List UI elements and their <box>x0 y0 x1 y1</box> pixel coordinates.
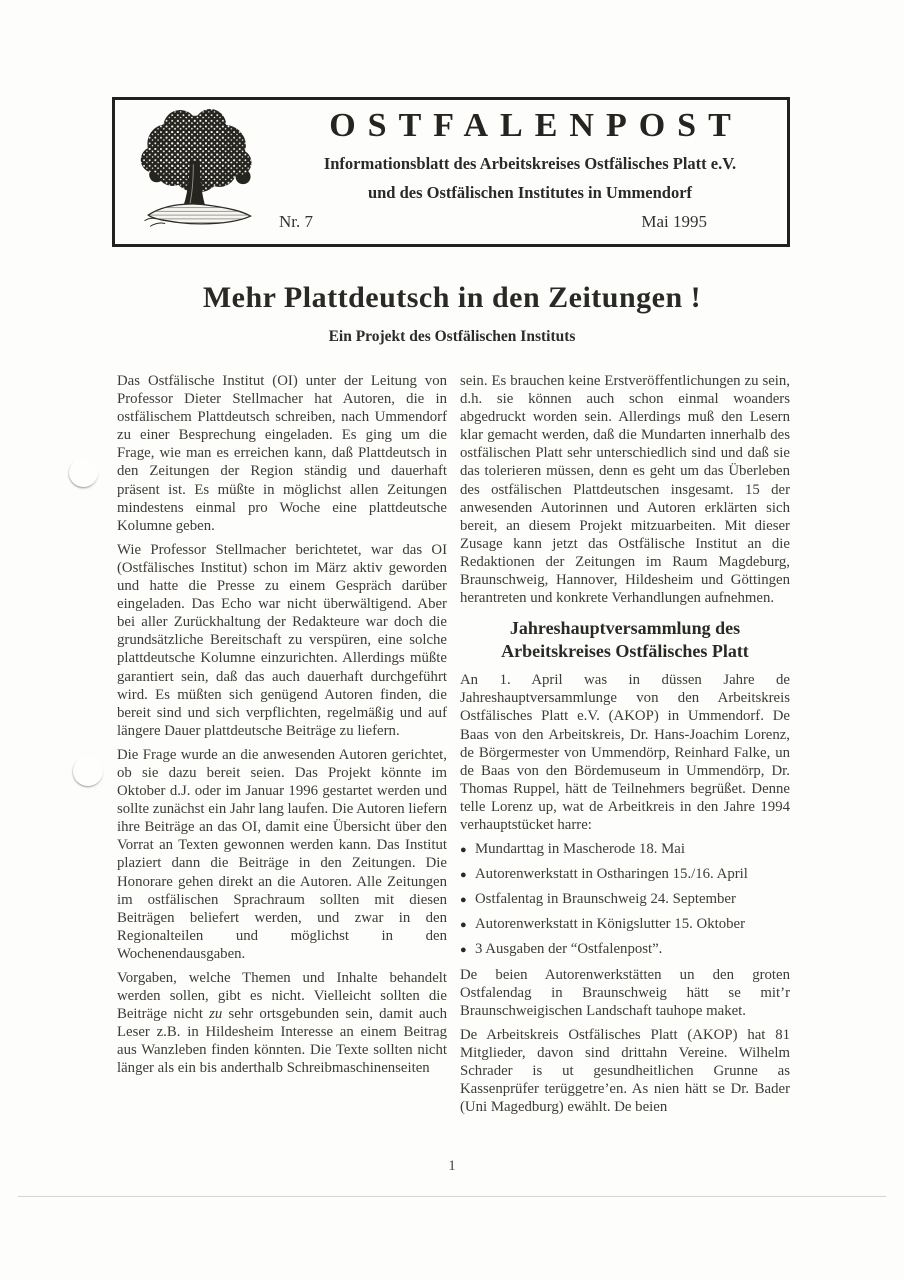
newsletter-subtitle-line2: und des Ostfälischen Institutes in Ummendorf <box>367 183 693 202</box>
paragraph: An 1. April was in düssen Jahre de Jahreshauptversammlunge von den Arbeitskreis Ostfälisches Platt e.V. (AKOP) in Ummendorf. De Baas von den Arbeitskreis, Dr. Hans-Joachim Lorenz, de Börgermester von Ummendörp, Reinhard Falke, un de Baas von den Bördemuseum in Ummendörp, Dr. Thomas Ruppel, hätt de Teilnehmers begrüßet. Denne telle Lorenz up, wat de Arbeitkreis in den Jahre 1994 verhauptstücket harre: <box>460 672 790 833</box>
bullet-icon: ● <box>460 894 467 907</box>
hole-punch-mark <box>69 458 98 487</box>
paragraph: De Arbeitskreis Ostfälisches Platt (AKOP) hat 81 Mitglieder, davon sind drittahn Vereine. Wilhelm Schrader is ut gesundheitlichen Grunne as Kassenprüfer terüggetre’en. As nien hätt se Dr. Bader (Uni Magedburg) ewählt. De beien <box>460 1026 790 1116</box>
list-item <box>460 840 790 860</box>
bullet-icon: ● <box>460 869 467 882</box>
bullet-icon: ● <box>460 844 467 857</box>
paragraph: sein. Es brauchen keine Erstveröffentlichungen zu sein, d.h. sie können auch schon einmal woanders abgedruckt worden sein. Allerdings muß den Lesern klar gemacht werden, daß die Mundarten innerhalb des ostfälischen Platt sehr unterschiedlich sind und daß sie das tolerieren müssen, denn es geht um das Überleben des ostfälischen Plattdeutschen insgesamt. 15 der anwesenden Autorinnen und Autoren erklärten sich bereit, an diesem Projekt mitzuarbeiten. Mit dieser Zusage kann jetzt das Ostfälische Institut an die Redaktionen der Zeitungen im Raum Magdeburg, Braunschweig, Hannover, Hildesheim und Göttingen herantreten und konkrete Verhandlungen aufnehmen. <box>460 373 790 607</box>
paragraph: Wie Professor Stellmacher berichtetet, war das OI (Ostfälisches Institut) schon im März aktiv geworden und hatte die Presse zu einem Gespräch darüber eingeladen. Das Echo war nicht überwältigend. Aber bei aller Zurückhaltung der Redakteure war doch die grundsätzliche Bereitschaft zu verspüren, eine solche plattdeutsche Kolumne einzurichten. Allerdings müßte garantiert sein, daß das auch dauerhaft durchgeführt wird. Es müßten sich genügend Autoren finden, die bereit sind und sich verpflichten, regelmäßig und auf längere Dauer plattdeutsche Beiträge zu liefern. <box>117 541 447 739</box>
newsletter-title: OSTFALENPOST <box>329 107 743 144</box>
bullet-icon: ● <box>460 919 467 932</box>
article-body <box>117 372 791 1122</box>
article-title: Mehr Plattdeutsch in den Zeitungen ! <box>202 281 702 314</box>
page-number: 1 <box>448 1158 456 1174</box>
event-text: Mundarttag in Mascherode 18. Mai <box>475 841 685 858</box>
masthead <box>112 97 790 247</box>
paragraph: Das Ostfälische Institut (OI) unter der Leitung von Professor Dieter Stellmacher hat Autoren, die in ostfälischem Plattdeutsch schreiben, nach Ummendorf zu einer Besprechung eingeladen. Es ging um die Frage, wie man es erreichen kann, daß Plattdeutsch in den Zeitungen der Region ständig und dauerhaft präsent ist. Es müßte in möglichst allen Zeitungen mindestens einmal pro Woche eine plattdeutsche Kolumne geben. <box>117 373 447 534</box>
tree-logo-illustration <box>115 100 273 244</box>
event-text: Autorenwerkstatt in Ostharingen 15./16. April <box>475 866 748 883</box>
italic-word: zu <box>209 1006 223 1023</box>
paragraph: Vorgaben, welche Themen und Inhalte behandelt werden sollen, gibt es nicht. Vielleicht sollten die Beiträge nicht zu sehr ortsgebunden sein, damit auch Leser z.B. in Hildesheim Interesse an einem Beitrag aus Wanzleben finden könnten. Die Texte sollten nicht länger als ein bis anderthalb Schreibmaschinenseiten <box>117 970 447 1077</box>
list-item <box>460 890 790 910</box>
article-subtitle: Ein Projekt des Ostfälischen Instituts <box>328 328 576 345</box>
column-left <box>117 372 447 1122</box>
event-list <box>460 840 790 960</box>
bullet-icon: ● <box>460 944 467 957</box>
issue-number: Nr. 7 <box>279 212 313 231</box>
event-text: Autorenwerkstatt in Königslutter 15. Oktober <box>475 916 745 933</box>
column-right <box>460 372 790 1122</box>
newsletter-subtitle-line1: Informationsblatt des Arbeitskreises Ostfälisches Platt e.V. <box>323 154 737 173</box>
event-text: Ostfalentag in Braunschweig 24. September <box>475 891 736 908</box>
list-item <box>460 915 790 935</box>
paragraph: De beien Autorenwerkstätten un den groten Ostfalendag in Braunschweig hätt se mit’r Braunschweigischen Landschaft tauhope maket. <box>460 966 790 1019</box>
event-text: 3 Ausgaben der “Ostfalenpost”. <box>475 941 663 958</box>
tree-woodcut-icon <box>137 107 259 235</box>
paper-bottom-edge <box>18 1196 886 1197</box>
list-item <box>460 865 790 885</box>
issue-date: Mai 1995 <box>641 212 707 231</box>
hole-punch-mark <box>73 756 103 786</box>
section-heading: Jahreshauptversammlung des Arbeitskreises Ostfälisches Platt <box>501 618 749 662</box>
paragraph: Die Frage wurde an die anwesenden Autoren gerichtet, ob sie dazu bereit seien. Das Projekt könnte im Oktober d.J. oder im Januar 1996 gestartet werden und sollte zunächst ein Jahr lang laufen. Die Autoren liefern ihre Beiträge an das OI, damit eine Übersicht über den Vorrat an Texten gewonnen werden kann. Das Institut plaziert dann die Beiträge in den Zeitungen. Die Honorare gehen direkt an die Autoren. Alle Zeitungen im ostfälischen Sprachraum sollten mit diesen Beiträgen beliefert werden, und zwar in den Regionalteilen und möglichst in den Wochenendausgaben. <box>117 746 447 962</box>
list-item <box>460 940 790 960</box>
